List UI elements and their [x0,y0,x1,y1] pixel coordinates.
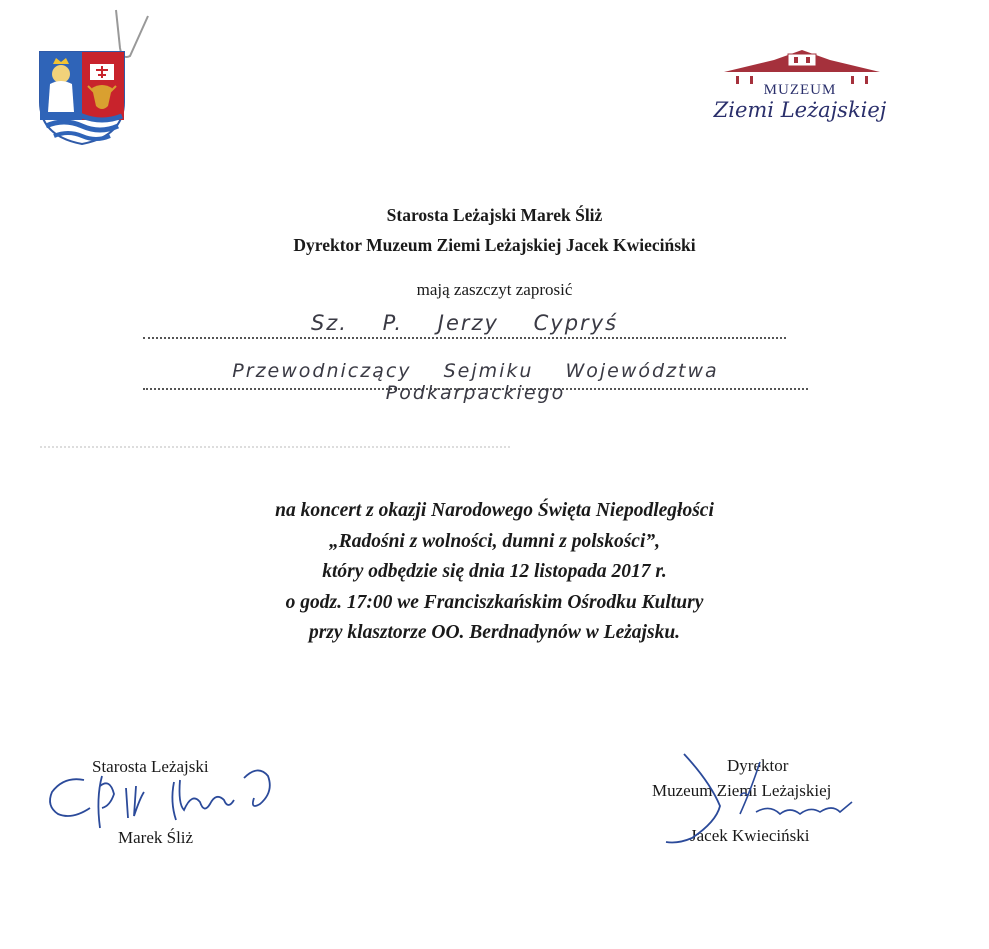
host-director: Dyrektor Muzeum Ziemi Leżajskiej Jacek Kwieciński [293,235,696,255]
museum-logo [700,50,900,135]
event-line-5: przy klasztorze OO. Berdnadynów w Leżajsku. [308,622,681,643]
left-signatory-name: Marek Śliż [118,828,194,847]
event-line-4: o godz. 17:00 we Franciszkańskim Ośrodku Kultury [285,591,704,613]
right-signatory-title: Dyrektor [727,756,789,775]
museum-logo-subtitle: Ziemi Leżajskiej [713,98,887,122]
event-line-3: który odbędzie się dnia 12 listopada 2017 r. [322,561,667,582]
left-signatory-title: Starosta Leżajski [92,757,209,776]
guest-name-handwritten: Sz. P. Jerzy Cypryś [310,311,619,335]
guest-role-handwritten: Przewodniczący Sejmiku Województwa Podkarpackiego [232,360,719,404]
county-coat-of-arms-icon [38,50,126,146]
faint-dotted-line [40,445,510,448]
event-details [0,496,989,649]
host-starosta: Starosta Leżajski Marek Śliż [386,205,603,225]
event-line-2: „Radośni z wolności, dumni z polskości”, [328,530,661,552]
invite-phrase: mają zaszczyt zaprosić [416,280,573,299]
right-signatory-institution: Muzeum Ziemi Leżajskiej [652,781,832,800]
hosts-block [0,200,989,260]
event-line-1: na koncert z okazji Narodowego Święta Niepodległości [275,500,714,521]
museum-logo-word: MUZEUM [763,82,837,98]
right-signatory-name: Jacek Kwieciński [690,826,810,845]
